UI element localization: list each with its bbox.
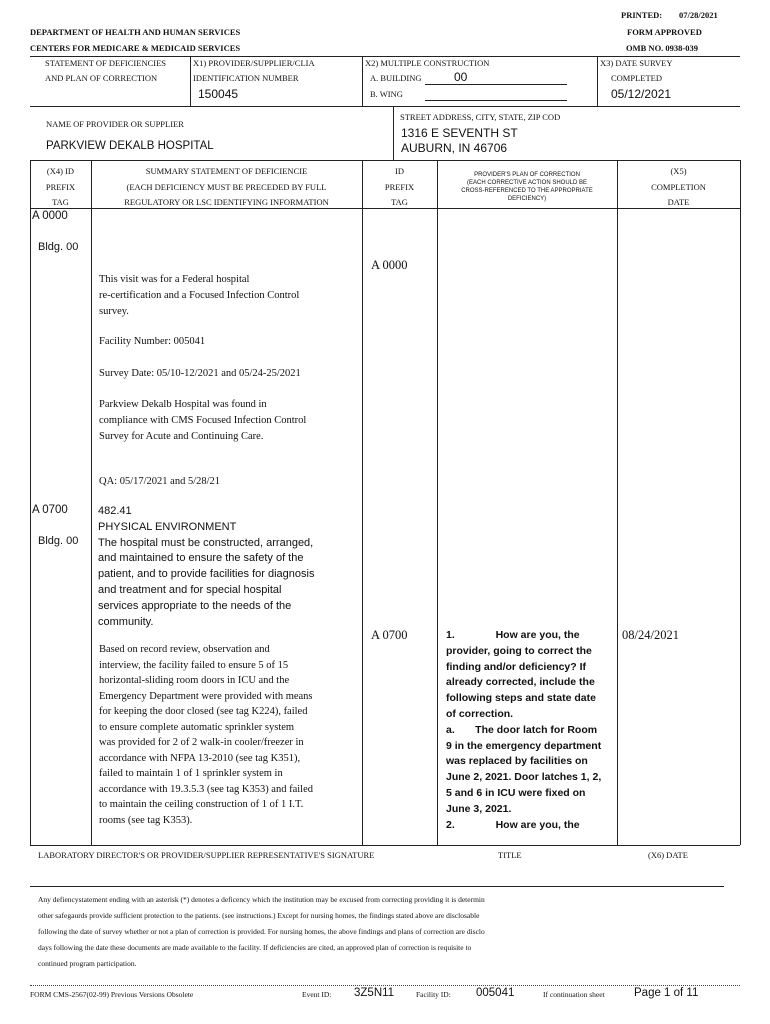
- regulation-text: [98, 504, 358, 630]
- id-tag-a0000: A 0000: [371, 258, 408, 272]
- finding-line: Based on record review, observation and: [99, 644, 270, 655]
- col-summary-line2: (EACH DEFICIENCY MUST BE PRECEDED BY FULL: [126, 182, 327, 192]
- disclaimer-line: Any defiencystatement ending with an asterisk (*) denotes a deficency which the institution may be excused from correcting providing it is determin: [38, 895, 485, 904]
- regulation-line: community.: [98, 615, 154, 628]
- street-address: 1316 E SEVENTH ST: [401, 126, 518, 140]
- title-label: TITLE: [498, 850, 522, 860]
- compliance-line-1: Parkview Dekalb Hospital was found in: [99, 399, 267, 410]
- plan-line: 9 in the emergency department: [446, 739, 602, 752]
- id-divider-2: [362, 56, 363, 106]
- regulation-line: 482.41: [98, 505, 132, 517]
- building-value: 00: [454, 70, 468, 84]
- x1-label-2: IDENTIFICATION NUMBER: [193, 73, 299, 83]
- form-approved: FORM APPROVED: [627, 27, 702, 37]
- col-plan-line2: (EACH CORRECTIVE ACTION SHOULD BE: [466, 180, 588, 186]
- finding-line: horizontal-sliding room doors in ICU and the: [99, 675, 290, 686]
- grid-bottom-border: [30, 845, 740, 846]
- plan-of-correction-text: [446, 628, 616, 833]
- centers-title: CENTERS FOR MEDICARE & MEDICAID SERVICES: [30, 43, 241, 53]
- disclaimer-line: continued program participation.: [38, 959, 137, 968]
- plan-line: 1. How are you, the: [446, 629, 580, 641]
- plan-line: provider, going to correct the: [446, 644, 592, 657]
- finding-line: rooms (see tag K353).: [99, 814, 193, 826]
- plan-line: 5 and 6 in ICU were fixed on: [446, 786, 586, 799]
- col-id-line1: ID: [395, 166, 404, 176]
- col-plan-line1: PROVIDER'S PLAN OF CORRECTION: [474, 172, 580, 178]
- continuation-label: If continuation sheet: [543, 990, 605, 999]
- finding-line: was provided for 2 of 2 walk-in cooler/freezer in: [99, 737, 304, 748]
- survey-date: 05/12/2021: [611, 87, 672, 101]
- col-id-line2: PREFIX: [384, 182, 415, 192]
- signature-bottom-rule: [30, 886, 724, 887]
- x6-date-label: (X6) DATE: [648, 850, 688, 860]
- bldg-a0000: Bldg. 00: [38, 241, 79, 253]
- col-x5-line2: COMPLETION: [651, 182, 706, 192]
- disclaimer-line: days following the date these documents are made available to the facility. If deficiencies are cited, an approved plan of correction is requisite to: [38, 943, 472, 952]
- survey-dates-line: Survey Date: 05/10-12/2021 and 05/24-25/2021: [99, 368, 301, 379]
- page-number: Page 1 of 11: [634, 987, 699, 999]
- col-plan-line3: CROSS-REFERENCED TO THE APPROPRIATE: [461, 188, 593, 194]
- printed-label: PRINTED:: [621, 10, 663, 20]
- col-x5-line3: DATE: [667, 197, 690, 207]
- regulation-line: patient, and to provide facilities for diagnosis: [98, 568, 315, 581]
- statement-label-1: STATEMENT OF DEFICIENCIES: [45, 58, 167, 68]
- compliance-line-2: compliance with CMS Focused Infection Control: [99, 415, 307, 426]
- finding-line: interview, the facility failed to ensure 5 of 15: [99, 659, 289, 671]
- grid-divider-plan: [617, 160, 618, 845]
- plan-line: already corrected, include the: [446, 676, 595, 689]
- col-x5-line1: (X5): [670, 166, 687, 176]
- plan-line: of correction.: [446, 707, 514, 720]
- intro-line-3: survey.: [99, 306, 129, 317]
- form-number: FORM CMS-2567(02-99) Previous Versions Obsolete: [30, 990, 194, 999]
- grid-divider-summary: [362, 160, 363, 845]
- qa-dates-line: QA: 05/17/2021 and 5/28/21: [99, 476, 221, 487]
- col-id-line3: TAG: [391, 197, 408, 207]
- provider-name: PARKVIEW DEKALB HOSPITAL: [46, 140, 214, 152]
- regulation-line: services appropriate to the needs of the: [98, 599, 292, 612]
- intro-line-1: This visit was for a Federal hospital: [99, 274, 250, 285]
- completion-date: 08/24/2021: [622, 628, 679, 642]
- intro-line-2: re-certification and a Focused Infection Control: [99, 290, 300, 301]
- finding-line: for keeping the door closed (see tag K224), failed: [99, 706, 308, 717]
- event-id-label: Event ID:: [302, 990, 332, 999]
- plan-line: was replaced by facilities on: [446, 755, 588, 768]
- column-header-top-border: [30, 160, 740, 161]
- x1-label-1: X1) PROVIDER/SUPPLIER/CLIA: [193, 58, 315, 68]
- col-plan-line4: DEFICIENCY): [507, 196, 547, 202]
- col-summary-line3: REGULATORY OR LSC IDENTIFYING INFORMATION: [124, 197, 329, 207]
- wing-underline: [425, 100, 567, 101]
- grid-right-border: [740, 160, 741, 845]
- disclaimer-line: following the date of survey whether or not a plan of correction is provided. For nursing homes, the above findings and plans of correction are disclo: [38, 927, 485, 936]
- printed-date: 07/28/2021: [679, 10, 718, 20]
- plan-line: June 2, 2021. Door latches 1, 2,: [446, 771, 602, 784]
- city-state-zip: AUBURN, IN 46706: [401, 141, 508, 155]
- provider-divider: [393, 106, 394, 160]
- statement-label-2: AND PLAN OF CORRECTION: [45, 73, 158, 83]
- facility-id-label: Facility ID:: [416, 990, 451, 999]
- bldg-a0700: Bldg. 00: [38, 535, 79, 547]
- regulation-line: The hospital must be constructed, arranged,: [98, 536, 314, 549]
- id-divider-1: [190, 56, 191, 106]
- finding-line: Emergency Department were provided with means: [99, 690, 313, 702]
- facility-id: 005041: [476, 987, 515, 999]
- plan-line: 2. How are you, the: [446, 818, 580, 831]
- col-x4-line2: PREFIX: [45, 182, 76, 192]
- compliance-line-3: Survey for Acute and Continuing Care.: [99, 431, 264, 442]
- finding-line: accordance with 19.3.5.3 (see tag K353) and failed: [99, 783, 313, 795]
- regulation-line: and maintained to ensure the safety of the: [98, 552, 304, 565]
- col-x4-line1: (X4) ID: [46, 166, 75, 176]
- id-block-bottom-border: [30, 106, 740, 107]
- finding-line: to maintain the ceiling construction of 1 of 1 I.T.: [99, 799, 304, 810]
- plan-line: a. The door latch for Room: [446, 723, 598, 736]
- findings-text: [99, 642, 359, 828]
- col-x4-line3: TAG: [52, 197, 69, 207]
- x3-label-2: COMPLETED: [611, 73, 662, 83]
- x3-label-1: X3) DATE SURVEY: [600, 58, 673, 68]
- column-header-bottom-border: [30, 208, 740, 209]
- omb-number: OMB NO. 0938-039: [626, 43, 699, 53]
- id-divider-3: [597, 56, 598, 106]
- grid-left-border: [30, 160, 31, 845]
- finding-line: failed to maintain 1 of 1 sprinkler system in: [99, 768, 283, 779]
- department-title: DEPARTMENT OF HEALTH AND HUMAN SERVICES: [30, 27, 241, 37]
- id-block-top-border: [30, 56, 740, 57]
- provider-number: 150045: [198, 87, 239, 101]
- grid-divider-id: [437, 160, 438, 845]
- regulation-line: PHYSICAL ENVIRONMENT: [98, 520, 237, 533]
- disclaimer-line: other safegaurds provide sufficient protection to the patients. (see instructions.) Except for nursing homes, the findings stated above are disclosable: [38, 911, 480, 920]
- col-summary-line1: SUMMARY STATEMENT OF DEFICIENCIE: [145, 166, 308, 176]
- tag-a0700: A 0700: [32, 504, 68, 516]
- address-label: STREET ADDRESS, CITY, STATE, ZIP COD: [400, 112, 561, 122]
- grid-divider-tag: [91, 160, 92, 845]
- footer-dotted-rule: [30, 985, 740, 986]
- regulation-line: and treatment and for special hospital: [98, 583, 282, 596]
- provider-name-label: NAME OF PROVIDER OR SUPPLIER: [46, 119, 184, 129]
- event-id: 3Z5N11: [354, 987, 395, 999]
- plan-line: June 3, 2021.: [446, 802, 512, 815]
- facility-number-line: Facility Number: 005041: [99, 336, 206, 347]
- plan-line: following steps and state date: [446, 692, 596, 705]
- building-underline: [425, 84, 567, 85]
- building-label: A. BUILDING: [370, 73, 422, 83]
- plan-line: finding and/or deficiency? If: [446, 660, 587, 673]
- finding-line: accordance with NFPA 13-2010 (see tag K351),: [99, 752, 301, 764]
- director-signature-label: LABORATORY DIRECTOR'S OR PROVIDER/SUPPLIER REPRESENTATIVE'S SIGNATURE: [38, 850, 375, 860]
- id-tag-a0700: A 0700: [371, 628, 408, 642]
- x2-label: X2) MULTIPLE CONSTRUCTION: [365, 58, 490, 68]
- finding-line: to ensure complete automatic sprinkler system: [99, 721, 295, 733]
- wing-label: B. WING: [370, 89, 403, 99]
- tag-a0000: A 0000: [32, 210, 68, 222]
